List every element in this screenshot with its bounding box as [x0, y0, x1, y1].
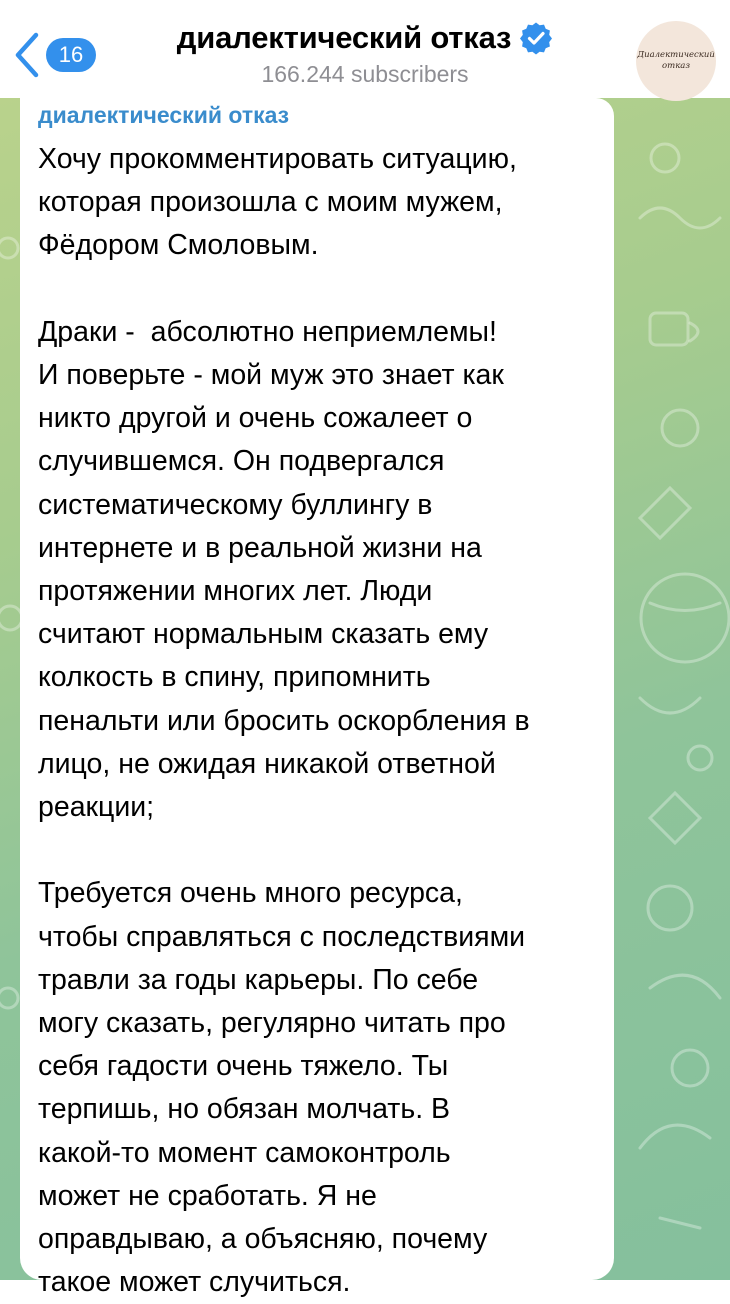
avatar-logo — [636, 21, 716, 101]
svg-text:Диалектический: Диалектический — [637, 50, 715, 60]
message-text: Хочу прокомментировать ситуацию, которая произошла с моим мужем, Фёдором Смоловым. Драки - абсолютно неприемлемы! И поверьте - мой муж это знает как никто другой и очень сожалеет о случившемся. Он подвергался систематическому буллингу в интернете и в реальной жизни на протяжении многих лет. Люди считают нормальным сказать ему колкость в спину, припомнить пенальти или бросить оскорбления в лицо, не ожидая никакой ответной реакции; Требуется очень много ресурса, чтобы справляться с последствиями травли за годы карьеры. По себе могу сказать, регулярно читать про себя гадости очень тяжело. Ты терпишь, но обязан молчать. В какой-то момент самоконтроль может не сработать. Я не оправдываю, а объясняю, почему такое может случиться. — [38, 143, 530, 1299]
subscriber-count: 166.244 subscribers — [261, 61, 469, 87]
unread-count-badge: 16 — [46, 38, 96, 72]
chevron-left-icon — [12, 31, 42, 79]
channel-title-row — [177, 20, 553, 56]
message-sender-name[interactable]: диалектический отказ — [38, 102, 290, 128]
channel-avatar[interactable] — [636, 21, 716, 101]
verified-badge-icon — [519, 21, 553, 55]
svg-text:отказ: отказ — [662, 61, 690, 71]
message-bubble[interactable] — [20, 98, 614, 1299]
chat-wallpaper — [0, 98, 730, 1299]
channel-title: диалектический отказ — [176, 20, 512, 55]
back-button[interactable] — [12, 30, 96, 80]
chat-header — [0, 0, 730, 98]
channel-info[interactable] — [120, 20, 610, 88]
